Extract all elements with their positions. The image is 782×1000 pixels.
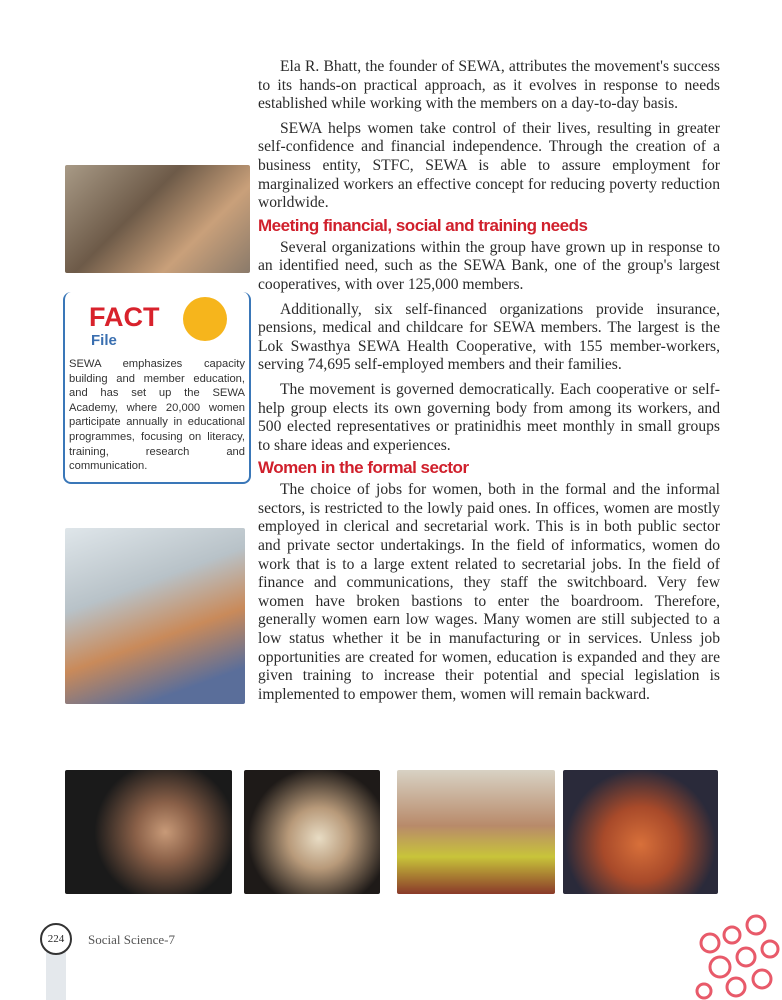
decorative-circles-icon (690, 905, 782, 1000)
fact-subtitle: File (91, 332, 117, 349)
photo-leader-1 (65, 770, 232, 894)
paragraph: Several organizations within the group have grown up in response to an identified need, such as the SEWA Bank, one of the group's largest cooperatives, with over 125,000 members. (258, 238, 720, 293)
fact-title: FACT (89, 302, 160, 332)
paragraph: Ela R. Bhatt, the founder of SEWA, attributes the movement's success to its hands-on practical approach, as it evolves in response to needs established while working with the members on a day-to-day basis. (258, 58, 720, 113)
book-title: Social Science-7 (88, 932, 175, 947)
section-heading: Women in the formal sector (258, 458, 469, 478)
sun-bulb-icon (183, 297, 227, 341)
intro-text (258, 58, 720, 704)
page-number: 224 (40, 923, 72, 955)
photo-sewa-meeting (65, 165, 250, 273)
paragraph: Additionally, six self-financed organizations provide insurance, pensions, medical and childcare for SEWA members. The largest is the Lok Swasthya SEWA Health Cooperative, with 155 member-workers, serving 74,695 self-employed members and their families. (258, 300, 720, 374)
paragraph: SEWA helps women take control of their lives, resulting in greater self-confidence and financial independence. Through the creation of a business entity, STFC, SEWA is able to assure employment for marginalized workers an effective concept for reducing poverty reduction worldwide. (258, 119, 720, 212)
photo-leader-4 (563, 770, 718, 894)
section-heading: Meeting financial, social and training needs (258, 215, 588, 235)
fact-text: SEWA emphasizes capacity building and member education, and has set up the SEWA Academy, where 20,000 women participate annually in educational programmes, focusing on literacy, training, research and communication. (69, 358, 245, 473)
photo-leader-3 (397, 770, 555, 894)
photo-leader-2 (244, 770, 380, 894)
paragraph: The choice of jobs for women, both in the formal and the informal sectors, is restricted to the lowly paid ones. In offices, women are mostly employed in clerical and secretarial work. This is in both public sector and private sector undertakings. In the field of informatics, women do work that is to a large extent related to secretarial jobs. In the field of finance and communications, they staff the switchboard. Very few women have broken bastions to enter the boardroom. Therefore, generally women earn low wages. Many women are still subjected to a low status whether it be in manufacturing or in services. Unless job opportunities are created for women, education is expanded and they are given training to increase their potential and special legislation is implemented to empower them, women will remain backward. (258, 481, 720, 703)
photo-women-office (65, 528, 245, 704)
paragraph: The movement is governed democratically. Each cooperative or self-help group elects its own governing body from among its workers, and 500 elected representatives or pratinidhis meet monthly in small groups to share ideas and experiences. (258, 380, 720, 454)
